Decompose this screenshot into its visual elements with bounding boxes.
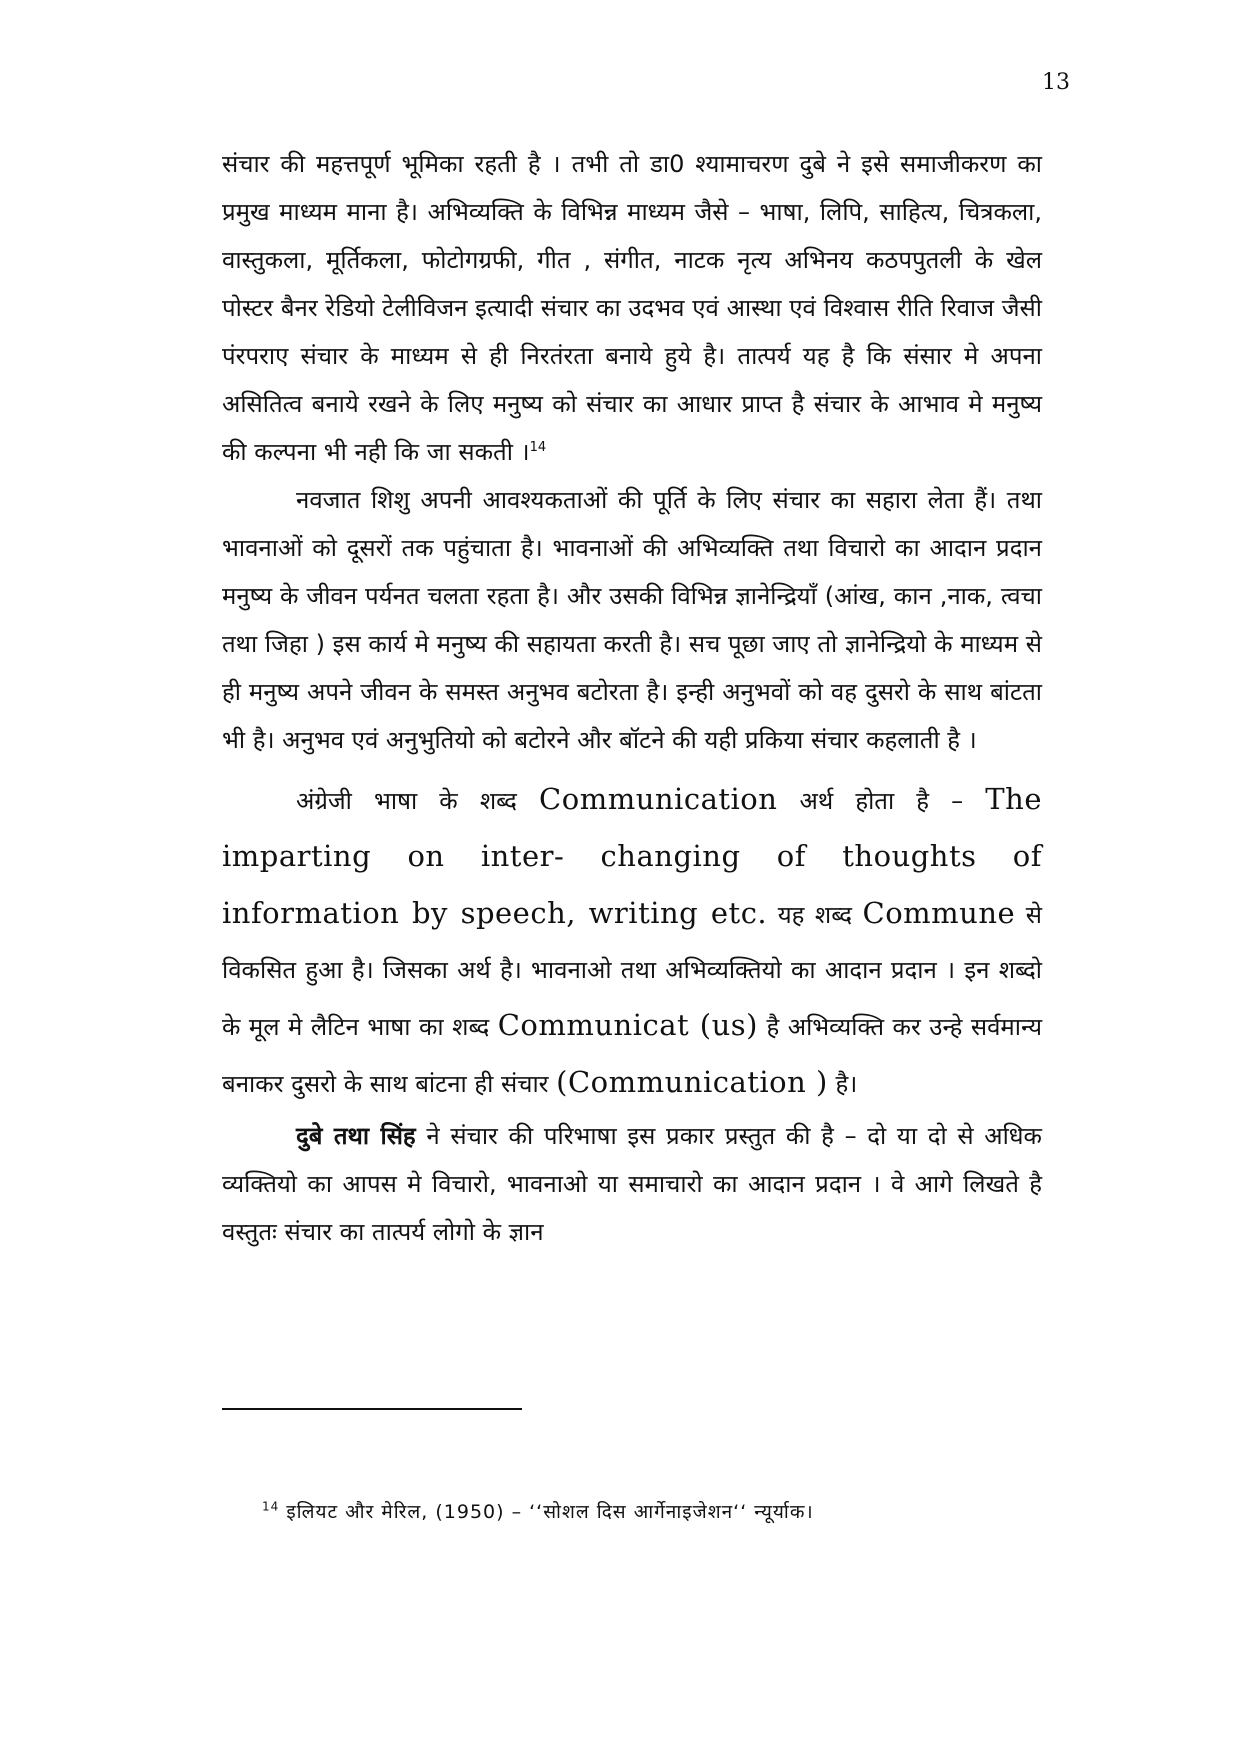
p3-term-communication: Communication <box>539 782 778 816</box>
p3-term-communicat: Communicat (us) <box>497 1008 758 1042</box>
footnote <box>262 1498 1062 1524</box>
paragraph-4 <box>222 1112 1042 1256</box>
footnote-text: इलियट और मेरिल, (1950) – ‘‘सोशल दिस आर्गेनाइजेशन‘‘ न्यूर्याक। <box>286 1501 814 1523</box>
footnote-number: 14 <box>262 1499 280 1514</box>
paragraph-3 <box>222 772 1042 1112</box>
paragraph-2: नवजात शिशु अपनी आवश्यकताओं की पूर्ति के लिए संचार का सहारा लेता हैं। तथा भावनाओं को दूसरों तक पहुंचाता है। भावनाओं की अभिव्यक्ति तथा विचारो का आदान प्रदान मनुष्य के जीवन पर्यनत चलता रहता है। और उसकी विभिन्न ज्ञानेन्द्रियाँ (आंख, कान ,नाक, त्वचा तथा जिहा ) इस कार्य मे मनुष्य की सहायता करती है। सच पूछा जाए तो ज्ञानेन्द्रियो के माध्यम से ही मनुष्य अपने जीवन के समस्त अनुभव बटोरता है। इन्ही अनुभवों को वह दुसरो के साथ बांटता भी है। अनुभव एवं अनुभुतियो को बटोरने और बॉटने की यही प्रकिया संचार कहलाती है । <box>222 486 1042 754</box>
page-number: 13 <box>1042 70 1070 95</box>
p3-hindi-meaning: अर्थ होता है – <box>799 787 964 815</box>
p3-hindi-intro: अंग्रेजी भाषा के शब्द <box>296 787 517 815</box>
p3-hindi-word: यह शब्द <box>777 901 852 929</box>
p3-term-commune: Commune <box>862 896 1016 930</box>
body-text <box>222 140 1042 1256</box>
p3-hindi-sharing: है अभिव्यक्ति कर उन्हे सर्वमान्य बनाकर दुसरो के साथ बांटना ही संचार <box>222 1013 1043 1098</box>
paragraph-1-text: संचार की महत्तपूर्ण भूमिका रहती है । तभी तो डा0 श्यामाचरण दुबे ने इसे समाजीकरण का प्रमुख माध्यम माना है। अभिव्यक्ति के विभिन्न माध्यम जैसे – भाषा, लिपि, साहित्य, चित्रकला, वास्तुकला, मूर्तिकला, फोटोगग्रफी, गीत , संगीत, नाटक नृत्य अभिनय कठपपुतली के खेल पोस्टर बैनर रेडियो टेलीविजन इत्यादी संचार का उदभव एवं आस्था एवं विश्वास रीति रिवाज जैसी पंरपराए संचार के माध्यम से ही निरतंरता बनाये हुये है। तात्पर्य यह है कि संसार मे अपना असितित्व बनाये रखने के लिए मनुष्य को संचार का आधार प्राप्त है संचार के आभाव मे मनुष्य की कल्पना भी नही कि जा सकती । <box>222 150 1042 466</box>
footnote-ref-14: 14 <box>529 440 547 455</box>
paragraph-1 <box>222 140 1042 476</box>
p3-term-communication-paren: (Communication ) <box>556 1065 828 1099</box>
p4-bold-authors: दुबे तथा सिंह <box>296 1122 416 1150</box>
p3-hindi-end: है। <box>835 1070 858 1098</box>
p3-hindi-origin: से विकसित हुआ है। जिसका अर्थ है। भावनाओ तथा अभिव्यक्तियो का आदान प्रदान । इन शब्दो के मूल मे लैटिन भाषा का शब्द <box>222 901 1042 1041</box>
p4-text: ने संचार की परिभाषा इस प्रकार प्रस्तुत की है – दो या दो से अधिक व्यक्तियो का आपस मे विचारो, भावनाओ या समाचारो का आदान प्रदान । वे आगे लिखते है वस्तुतः संचार का तात्पर्य लोगो के ज्ञान <box>222 1122 1042 1246</box>
p3-english-definition: The imparting on inter- changing of thoughts of information by speech, writing etc. <box>222 782 1042 930</box>
footnote-divider <box>222 1408 522 1410</box>
